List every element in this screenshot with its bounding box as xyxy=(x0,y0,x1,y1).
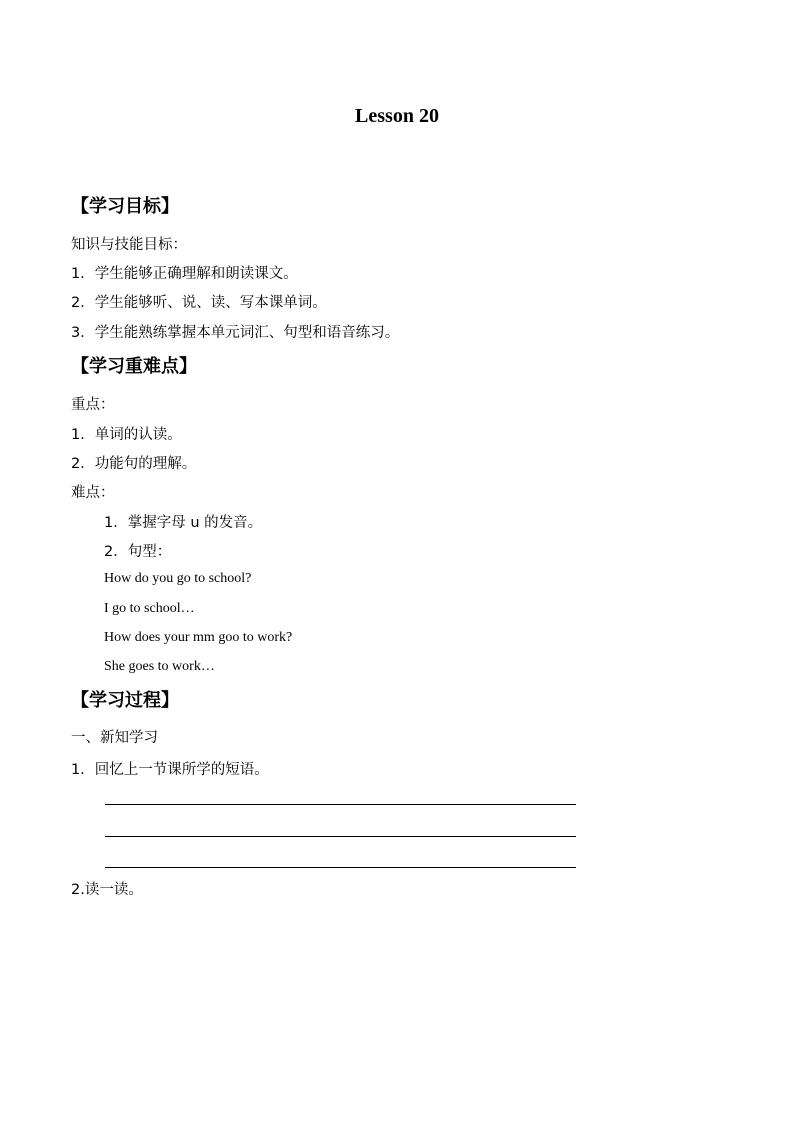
difficult-label: 难点： xyxy=(71,485,115,501)
difficult-item-2: 2．句型： xyxy=(104,544,172,560)
key-points-heading: 【学习重难点】 xyxy=(71,356,197,377)
sentence-2: I go to school… xyxy=(104,601,195,616)
important-item-2: 2．功能句的理解。 xyxy=(71,456,197,472)
answer-line-2[interactable] xyxy=(105,836,576,837)
objective-item-1: 1．学生能够正确理解和朗读课文。 xyxy=(71,266,298,282)
sentence-3: How does your mm goo to work? xyxy=(104,630,293,645)
objectives-heading: 【学习目标】 xyxy=(71,196,179,217)
objective-item-3: 3．学生能熟练掌握本单元词汇、句型和语音练习。 xyxy=(71,325,400,341)
process-part-1: 一、新知学习 xyxy=(71,730,158,746)
objective-item-2: 2．学生能够听、说、读、写本课单词。 xyxy=(71,295,327,311)
answer-line-3[interactable] xyxy=(105,867,576,868)
answer-line-1[interactable] xyxy=(105,804,576,805)
important-label: 重点： xyxy=(71,397,115,413)
process-heading: 【学习过程】 xyxy=(71,690,179,711)
difficult-item-1: 1．掌握字母 u 的发音。 xyxy=(104,515,263,531)
sentence-4: She goes to work… xyxy=(104,659,215,674)
objectives-intro: 知识与技能目标： xyxy=(71,237,187,253)
process-step-2: 2.读一读。 xyxy=(71,882,143,898)
important-item-1: 1．单词的认读。 xyxy=(71,427,182,443)
lesson-title: Lesson 20 xyxy=(355,105,439,127)
sentence-1: How do you go to school? xyxy=(104,571,252,586)
process-step-1: 1．回忆上一节课所学的短语。 xyxy=(71,762,269,778)
